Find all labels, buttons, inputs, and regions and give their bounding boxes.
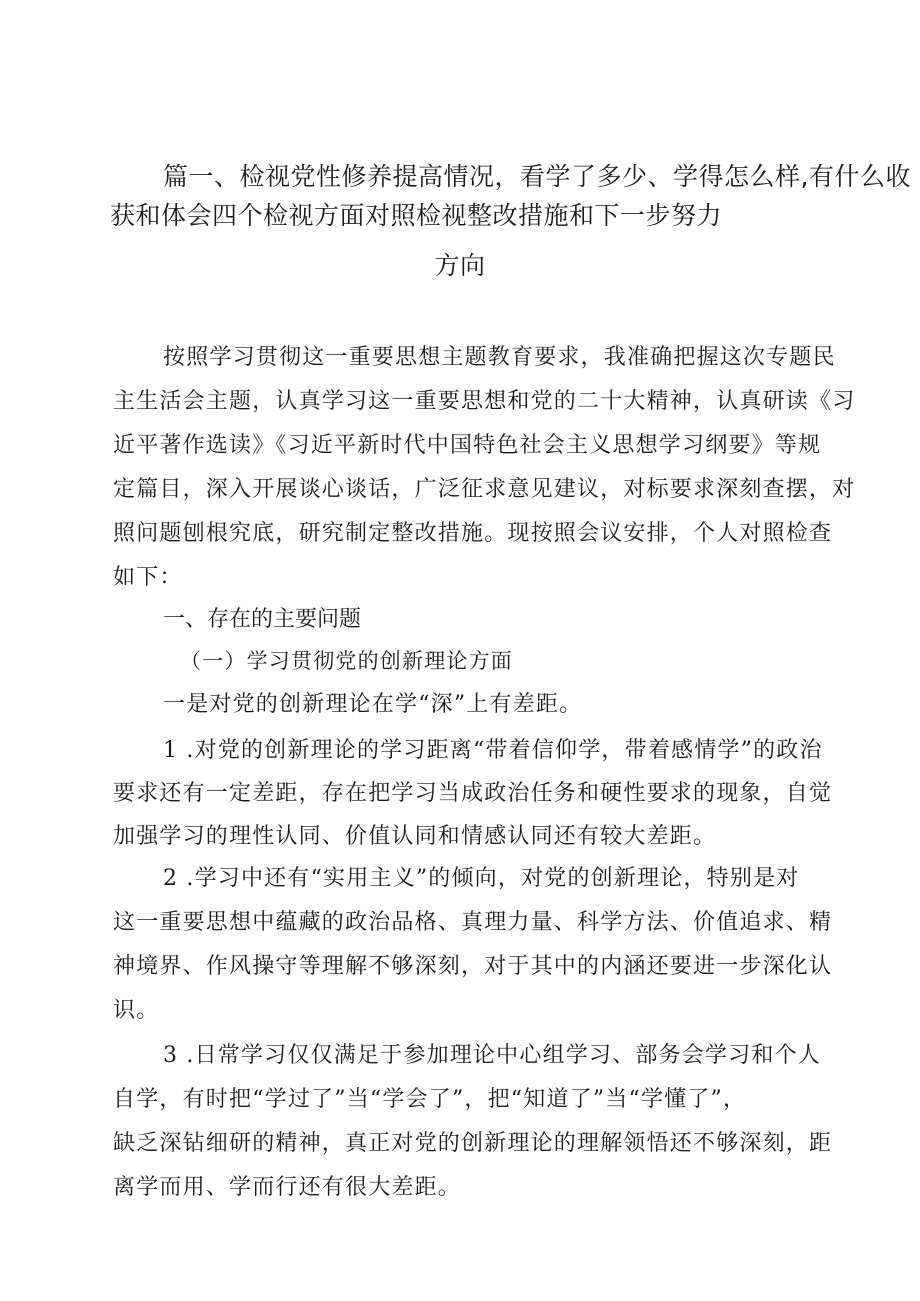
intro-line: 近平著作选读》《习近平新时代中国特色社会主义思想学习纲要》等规 [113, 433, 822, 458]
item-3-line: 离学而用、学而行还有很大差距。 [113, 1175, 462, 1200]
intro-line: 定篇目，深入开展谈心谈话，广泛征求意见建议，对标要求深刻查摆，对 [113, 477, 856, 502]
subsection-heading: （一）学习贯彻党的创新理论方面 [180, 649, 513, 673]
document-title-line-3: 方向 [434, 251, 486, 280]
item-1-line: 1 .对党的创新理论的学习距离“带着信仰学，带着感情学”的政治 [163, 738, 823, 763]
item-3-line: 3 .日常学习仅仅满足于参加理论中心组学习、部务会学习和个人 [163, 1043, 821, 1068]
intro-line: 按照学习贯彻这一重要思想主题教育要求，我准确把握这次专题民 [163, 345, 836, 370]
item-3-line: 自学，有时把“学过了”当“学会了”，把“知道了”当“学懂了”， [113, 1087, 747, 1112]
document-title-line-2: 获和体会四个检视方面对照检视整改措施和下一步努力 [110, 201, 723, 230]
item-2-line: 这一重要思想中蕴藏的政治品格、真理力量、科学方法、价值追求、精 [113, 910, 833, 935]
item-2-line: 识。 [113, 998, 160, 1023]
item-3-line: 缺乏深钻细研的精神，真正对党的创新理论的理解领悟还不够深刻，距 [113, 1131, 833, 1156]
item-1-line: 要求还有一定差距，存在把学习当成政治任务和硬性要求的现象，自觉 [113, 781, 833, 806]
item-2-line: 神境界、作风操守等理解不够深刻，对于其中的内涵还要进一步深化认 [113, 954, 833, 979]
point-intro: 一是对党的创新理论在学“深”上有差距。 [163, 692, 583, 717]
document-title-line-1: 篇一、检视党性修养提高情况，看学了多少、学得怎么样,有什么收 [163, 162, 911, 191]
intro-line: 照问题刨根究底，研究制定整改措施。现按照会议安排，个人对照检查 [113, 521, 833, 546]
item-2-line: 2 .学习中还有“实用主义”的倾向，对党的创新理论，特别是对 [163, 866, 800, 891]
section-heading: 一、存在的主要问题 [163, 607, 362, 632]
intro-line: 如下： [113, 565, 183, 590]
item-1-line: 加强学习的理性认同、价值认同和情感认同还有较大差距。 [113, 824, 717, 849]
intro-line: 主生活会主题，认真学习这一重要思想和党的二十大精神，认真研读《习 [113, 389, 856, 414]
